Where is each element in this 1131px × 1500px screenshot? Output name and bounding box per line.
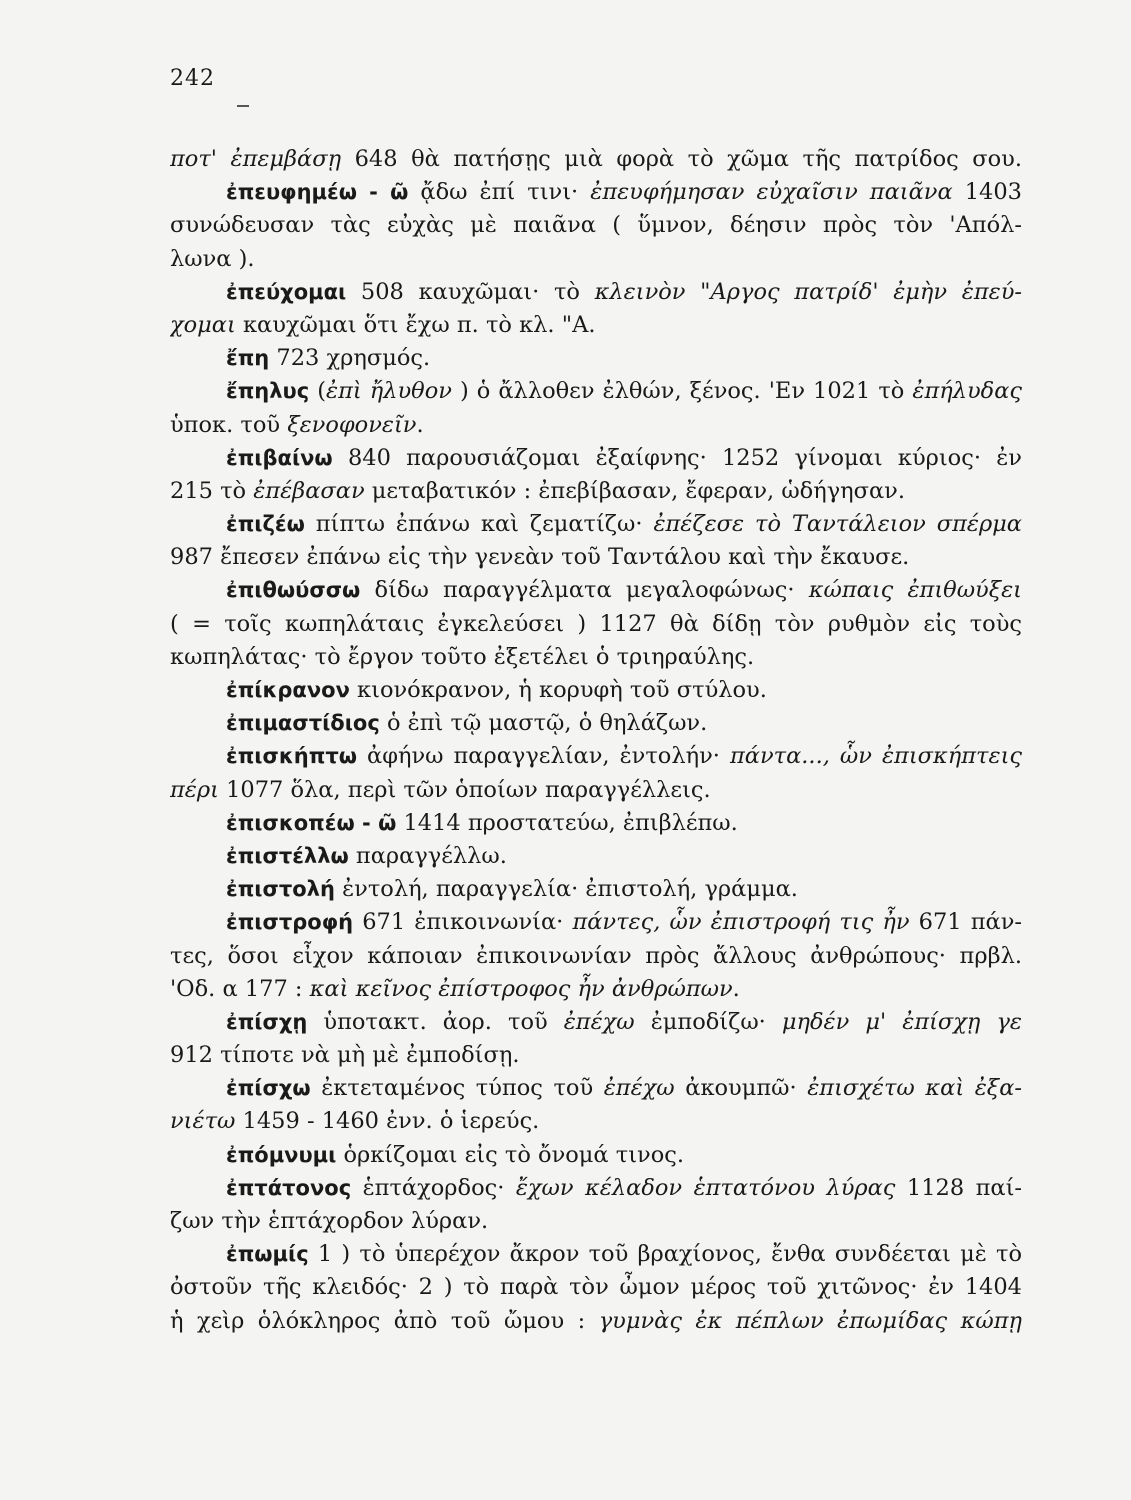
quotation: γυμνὰς ἐκ πέπλων ἐπωμίδας κώπῃ: [598, 1307, 1022, 1334]
text-line: [170, 1039, 1022, 1072]
definition-text: 723 χρησμός.: [269, 345, 431, 372]
quotation: ἐπέχω: [563, 1008, 635, 1035]
headword: ἐπιζέω: [226, 512, 305, 537]
definition-text: ὁ ἐπὶ τῷ μαστῷ, ὁ θηλάζων.: [379, 710, 708, 737]
headword: ἐπισκήπτω: [226, 744, 357, 769]
definition-text: ἡ χεὶρ ὁλόκληρος ἀπὸ τοῦ ὤμου :: [170, 1307, 599, 1334]
quotation: νιέτω: [170, 1108, 236, 1135]
definition-text: ἐντολή, παραγγελία· ἐπιστολή, γράμμα.: [334, 876, 798, 903]
definition-text: παραγγέλλω.: [348, 842, 507, 869]
definition-text: ὀστοῦν τῆς κλειδός· 2 ) τὸ παρὰ τὸν ὦμον μέρος τοῦ χιτῶνος· ἐν 1404: [170, 1274, 1022, 1301]
text-line: [170, 1139, 1022, 1172]
definition-text: 1414 προστατεύω, ἐπιβλέπω.: [396, 809, 738, 836]
text-line: [170, 973, 1022, 1006]
definition-text: ὑποτακτ. ἀορ. τοῦ: [307, 1008, 564, 1035]
definition-text: 1 ) τὸ ὑπερέχον ἄκρον τοῦ βραχίονος, ἔνθα συνδέεται μὲ τὸ: [308, 1241, 1022, 1268]
quotation: ἐπέχω: [603, 1075, 675, 1102]
text-line: [170, 209, 1022, 242]
text-line: [170, 674, 1022, 707]
text-line: [170, 1238, 1022, 1271]
definition-text: 'Οδ. α 177 :: [170, 975, 310, 1002]
text-line: [170, 707, 1022, 740]
definition-text: μεταβατικόν : ἐπεβίβασαν, ἔφεραν, ὡδήγησαν.: [364, 477, 905, 504]
headword: ἐπιστολή: [226, 877, 335, 902]
definition-text: ( = τοῖς κωπηλάταις ἐγκελεύσει ) 1127 θὰ δίδῃ τὸν ρυθμὸν εἰς τοὺς: [170, 610, 1022, 637]
definition-text: 912 τίποτε νὰ μὴ μὲ ἐμποδίσῃ.: [170, 1042, 520, 1069]
quotation: ἔχων κέλαδον ἑπτατόνου λύρας: [515, 1174, 896, 1201]
quotation: ποτ' ἐπεμβάσῃ: [170, 146, 342, 172]
definition-text: (: [309, 378, 326, 405]
quotation: πάντες, ὧν ἐπιστροφή τις ἦν: [572, 909, 910, 936]
text-line: [170, 1006, 1022, 1039]
definition-text: ᾄδω ἐπί τινι·: [408, 179, 591, 206]
text-line: [170, 1205, 1022, 1238]
text-line: [170, 375, 1022, 408]
quotation: ἐπὶ ἤλυθον: [326, 378, 452, 405]
quotation: ἐπέβασαν: [253, 477, 365, 504]
headword: ἐπίκρανον: [226, 678, 350, 702]
definition-text: ὑποκ. τοῦ: [170, 411, 288, 438]
dictionary-text: [170, 143, 1022, 1338]
definition-text: 1128 παί-: [895, 1174, 1022, 1201]
text-line: [170, 840, 1022, 873]
text-line: [170, 574, 1022, 607]
text-line: [170, 740, 1022, 773]
quotation: μηδέν μ' ἐπίσχῃ γε: [781, 1008, 1022, 1035]
definition-text: 648 θὰ πατήσῃς μιὰ φορὰ τὸ χῶμα τῆς πατρίδος σου.: [341, 146, 1022, 172]
headword: ἐπιβαίνω: [226, 445, 333, 470]
text-line: [170, 906, 1022, 939]
text-line: [170, 243, 1022, 276]
definition-text: ἐμποδίζω·: [634, 1008, 782, 1035]
definition-text: 215 τὸ: [170, 477, 254, 504]
text-line: [170, 1172, 1022, 1205]
text-line: [170, 541, 1022, 574]
definition-text: ζων τὴν ἑπτάχορδον λύραν.: [170, 1208, 489, 1234]
definition-text: κωπηλάτας· τὸ ἔργον τοῦτο ἐξετέλει ὁ τριηραύλης.: [170, 643, 755, 670]
headword: ἐπιστροφή: [226, 910, 354, 935]
quotation: πάντα..., ὧν ἐπισκήπτεις: [729, 743, 1022, 770]
quotation: ἐπέζεσε τὸ Ταντάλειον σπέρμα: [653, 511, 1022, 538]
definition-text: 1403: [952, 179, 1022, 206]
definition-text: συνώδευσαν τὰς εὐχὰς μὲ παιᾶνα ( ὕμνον, δέησιν πρὸς τὸν 'Απόλ-: [170, 212, 1022, 239]
definition-text: 1077 ὅλα, περὶ τῶν ὁποίων παραγγέλλεις.: [218, 776, 711, 803]
headword: ἐπόμνυμι: [226, 1142, 337, 1167]
separator-rule: [237, 105, 249, 107]
quotation: ξενοφονεῖν: [287, 411, 417, 438]
headword: ἐπίσχῃ: [226, 1009, 308, 1034]
definition-text: 671 ἐπικοινωνία·: [353, 909, 573, 936]
text-line: [170, 1305, 1022, 1338]
definition-text: ὁρκίζομαι εἰς τὸ ὄνομά τινος.: [336, 1141, 685, 1168]
page-number: 242: [170, 66, 215, 91]
definition-text: ἀφήνω παραγγελίαν, ἐντολήν·: [356, 743, 730, 770]
text-line: [170, 276, 1022, 309]
quotation: ἐπήλυδας: [912, 378, 1022, 405]
text-line: [170, 475, 1022, 508]
definition-text: .: [732, 975, 740, 1002]
text-line: [170, 608, 1022, 641]
text-line: [170, 442, 1022, 475]
text-line: [170, 176, 1022, 209]
definition-text: .: [416, 411, 424, 438]
headword: ἐπτάτονος: [226, 1175, 352, 1200]
definition-text: τες, ὅσοι εἶχον κάποιαν ἐπικοινωνίαν πρὸς ἄλλους ἀνθρώπους· πρβλ.: [170, 942, 1022, 969]
text-line: [170, 309, 1022, 342]
text-line: [170, 508, 1022, 541]
definition-text: κιονόκρανον, ἡ κορυφὴ τοῦ στύλου.: [349, 677, 767, 703]
text-line: [170, 409, 1022, 442]
headword: ἐπιστέλλω: [226, 843, 349, 868]
text-line: [170, 1105, 1022, 1138]
headword: ἔπη: [226, 346, 270, 371]
definition-text: 987 ἔπεσεν ἐπάνω εἰς τὴν γενεὰν τοῦ Ταντάλου καὶ τὴν ἔκαυσε.: [170, 544, 910, 571]
quotation: χομαι: [170, 311, 236, 338]
definition-text: ) ὁ ἄλλοθεν ἐλθών, ξένος. 'Εν 1021 τὸ: [451, 378, 913, 405]
definition-text: 671 πάν-: [909, 909, 1022, 936]
text-line: [170, 342, 1022, 375]
headword: ἔπηλυς: [226, 379, 310, 404]
definition-text: καυχῶμαι ὅτι ἔχω π. τὸ κλ. "Α.: [235, 311, 596, 338]
headword: ἐπιθωύσσω: [226, 578, 361, 603]
quotation: καὶ κεῖνος ἐπίστροφος ἦν ἀνθρώπων: [309, 975, 733, 1002]
text-line: [170, 143, 1022, 176]
quotation: ἐπισχέτω καὶ ἐξα-: [807, 1075, 1022, 1102]
text-line: [170, 641, 1022, 674]
text-line: [170, 873, 1022, 906]
quotation: πέρι: [170, 776, 219, 803]
quotation: κλεινὸν "Αργος πατρίδ' ἐμὴν ἐπεύ-: [594, 278, 1022, 305]
text-line: [170, 1072, 1022, 1105]
definition-text: 840 παρουσιάζομαι ἐξαίφνης· 1252 γίνομαι κύριος· ἐν: [332, 444, 1022, 471]
definition-text: ἐκτεταμένος τύπος τοῦ: [310, 1075, 604, 1102]
text-line: [170, 774, 1022, 807]
headword: ἐπίσχω: [226, 1076, 311, 1101]
text-line: [170, 940, 1022, 973]
definition-text: πίπτω ἐπάνω καὶ ζεματίζω·: [304, 511, 654, 538]
text-line: [170, 1271, 1022, 1304]
definition-text: 508 καυχῶμαι· τὸ: [346, 278, 595, 305]
quotation: ἐπευφήμησαν εὐχαῖσιν παιᾶνα: [590, 179, 953, 206]
headword: ἐπεύχομαι: [226, 279, 347, 304]
headword: ἐπισκοπέω - ῶ: [226, 810, 397, 835]
headword: ἐπωμίς: [226, 1242, 309, 1267]
quotation: κώπαις ἐπιθωύξει: [808, 577, 1022, 604]
text-line: [170, 807, 1022, 840]
definition-text: δίδω παραγγέλματα μεγαλοφώνως·: [360, 577, 809, 604]
headword: ἐπευφημέω - ῶ: [226, 180, 409, 205]
headword: ἐπιμαστίδιος: [226, 711, 380, 736]
definition-text: ἀκουμπῶ·: [674, 1075, 808, 1102]
definition-text: 1459 - 1460 ἐνν. ὁ ἱερεύς.: [235, 1108, 540, 1135]
definition-text: ἑπτάχορδος·: [351, 1174, 516, 1201]
definition-text: λωνα ).: [170, 245, 255, 272]
